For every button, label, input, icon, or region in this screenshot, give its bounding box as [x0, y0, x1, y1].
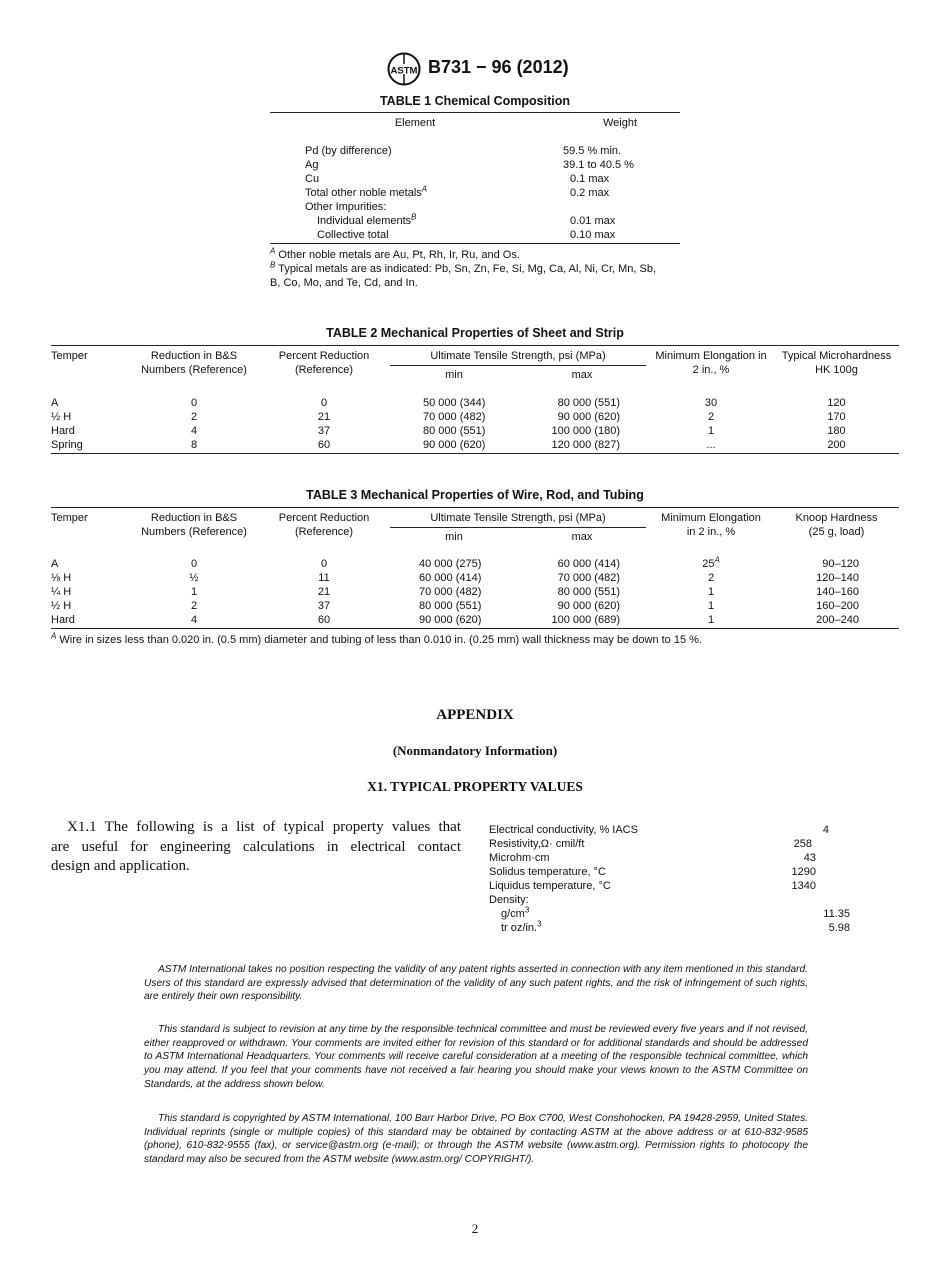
superscript: 3 — [524, 905, 530, 915]
property-value: 43 — [803, 852, 816, 864]
table3-bottom-rule — [51, 628, 899, 629]
table1-element: Other Impurities: — [305, 201, 387, 213]
table1-weight: 39.1 to 40.5 % — [563, 159, 634, 171]
table1-weight: 59.5 % min. — [563, 145, 622, 157]
table2-header-temper: Temper — [51, 350, 88, 362]
table2-header-reduction: Numbers (Reference) — [141, 364, 247, 376]
svg-text:ASTM: ASTM — [390, 65, 418, 77]
table3-header-elong: Minimum Elongation — [661, 512, 761, 524]
table3-cell-max: 60 000 (414) — [557, 558, 620, 570]
appendix-subtitle: (Nonmandatory Information) — [392, 743, 558, 758]
table3-header-hardness: Knoop Hardness — [795, 512, 878, 524]
table1-element: Pd (by difference) — [305, 145, 392, 157]
table2-cell-reduction: 2 — [190, 411, 198, 423]
table2-cell-max: 120 000 (827) — [551, 439, 620, 451]
table2-header-percent: Percent Reduction — [278, 350, 370, 362]
legal-notice-patent — [144, 963, 808, 1004]
table1-weight: 0.1 max — [570, 173, 610, 185]
table1-caption: TABLE 1 Chemical Composition — [379, 94, 571, 108]
table3-cell-hardness: 140–160 — [816, 586, 859, 598]
table2-header-hardness: Typical Microhardness — [781, 350, 892, 362]
table1-element: Collective total — [317, 229, 389, 241]
table2-header-reduction: Reduction in B&S — [150, 350, 238, 362]
table3-header-min: min — [445, 531, 463, 543]
table3-cell-hardness: 90–120 — [822, 558, 859, 570]
table3-cell-min: 70 000 (482) — [419, 586, 482, 598]
table2-header-hardness: HK 100g — [815, 364, 858, 376]
table3-cell-max: 80 000 (551) — [557, 586, 620, 598]
table2-cell-reduction: 4 — [190, 425, 198, 437]
table2-cell-elong: 2 — [707, 411, 715, 423]
table3-cell-max: 90 000 (620) — [557, 600, 620, 612]
property-value: 1290 — [791, 866, 816, 878]
property-value: 4 — [822, 824, 829, 836]
table3-cell-percent: 11 — [318, 572, 330, 584]
footnote-marker: A — [51, 631, 57, 641]
property-label: g/cm — [501, 908, 525, 920]
table2-cell-elong: ... — [706, 439, 716, 451]
table2-cell-hardness: 120 — [827, 397, 846, 409]
superscript: 3 — [537, 919, 542, 929]
property-label-wrap — [501, 921, 542, 935]
page-header — [0, 52, 950, 86]
appendix-paragraph — [51, 818, 461, 877]
table3-cell-elong: 1 — [707, 586, 715, 598]
property-value: 1340 — [791, 880, 816, 892]
table2-uts-rule — [390, 365, 646, 366]
table3-cell-max: 70 000 (482) — [557, 572, 620, 584]
table3-top-rule — [51, 507, 899, 508]
paragraph-line: X1.1 The following is a list of typical property values that — [67, 819, 461, 835]
footnote-text: Other noble metals are Au, Pt, Rh, Ir, Ru, and Os. — [278, 249, 520, 261]
table3-cell-temper: A — [51, 558, 59, 570]
table3-caption: TABLE 3 Mechanical Properties of Wire, Rod, and Tubing — [306, 488, 644, 502]
table3-cell-hardness: 120–140 — [816, 572, 859, 584]
table2-cell-hardness: 180 — [827, 425, 846, 437]
table1-weight: 0.10 max — [570, 229, 616, 241]
table3-header-temper: Temper — [51, 512, 88, 524]
footnote-marker: A — [714, 555, 720, 565]
table3-header-hardness: (25 g, load) — [808, 526, 865, 538]
table2-cell-max: 90 000 (620) — [557, 411, 620, 423]
table3-cell-temper: Hard — [51, 614, 75, 626]
table2-cell-percent: 60 — [317, 439, 331, 451]
table2-cell-max: 80 000 (551) — [557, 397, 620, 409]
table1-element-row — [317, 214, 417, 228]
table3-header-reduction: Numbers (Reference) — [141, 526, 247, 538]
footnote-marker: A — [270, 246, 276, 256]
footnote-text: Wire in sizes less than 0.020 in. (0.5 mm) diameter and tubing of less than 0.010 in. (0.25 mm) wall thickness may be down to 15 %. — [59, 634, 702, 646]
table3-cell-max: 100 000 (689) — [551, 614, 620, 626]
table2-top-rule — [51, 345, 899, 346]
table3-cell-temper: ⅛ H — [51, 572, 72, 584]
table2-bottom-rule — [51, 453, 899, 454]
table3-footnote — [51, 633, 899, 647]
legal-notice-revision — [144, 1023, 808, 1092]
property-label: Density: — [489, 894, 529, 906]
table3-cell-elong: 1 — [707, 600, 715, 612]
table1-header-weight: Weight — [602, 117, 638, 129]
table2-cell-reduction: 0 — [190, 397, 198, 409]
appendix-section-heading: X1. TYPICAL PROPERTY VALUES — [367, 779, 583, 794]
table2-cell-temper: ½ H — [51, 411, 72, 423]
table1-bottom-rule — [270, 243, 680, 244]
table3-cell-reduction: 1 — [190, 586, 198, 598]
table1-element: Ag — [305, 159, 319, 171]
table3-header-max: max — [571, 531, 593, 543]
table3-cell-min: 60 000 (414) — [419, 572, 482, 584]
table2-cell-percent: 21 — [317, 411, 331, 423]
property-value: 11.35 — [823, 908, 850, 920]
table1-weight: 0.01 max — [570, 215, 616, 227]
table3-header-elong: in 2 in., % — [686, 526, 736, 538]
footnote-marker: B — [411, 212, 417, 222]
table2-caption: TABLE 2 Mechanical Properties of Sheet and Strip — [326, 326, 624, 340]
table3-cell-hardness: 200–240 — [816, 614, 859, 626]
table2-cell-min: 70 000 (482) — [423, 411, 486, 423]
table2-cell-temper: Spring — [51, 439, 83, 451]
paragraph-line: are useful for engineering calculations in electrical contact — [51, 838, 461, 855]
legal-paragraph: This standard is copyrighted by ASTM International, 100 Barr Harbor Drive, PO Box C700, West Conshohocken, PA 19428-2959, United States. Individual reprints (single or multiple copies) of this standard may be obtained by contacting ASTM at the above address or at 610-832-9585 (phone), 610-832-9555 (fax), or service@astm.org (e-mail); or through the ASTM website (www.astm.org). Permission rights to photocopy the standard may also be secured from the ASTM website (www.astm.org/ COPYRIGHT/). — [144, 1113, 808, 1166]
property-label: Resistivity,Ω· cmil/ft — [489, 838, 585, 850]
table1-element: Individual elements — [317, 215, 412, 227]
table3-cell-percent: 60 — [317, 614, 331, 626]
table3-header-percent: (Reference) — [294, 526, 354, 538]
property-value: 5.98 — [828, 922, 850, 934]
property-label: tr oz/in. — [501, 922, 538, 934]
table3-cell-elong: 2 — [707, 572, 715, 584]
table2-cell-elong: 1 — [707, 425, 715, 437]
table2-header-min: min — [445, 369, 463, 381]
table1-footnote-a — [270, 248, 690, 262]
table3-cell-percent: 37 — [317, 600, 331, 612]
table2-header-elong: Minimum Elongation in — [655, 350, 767, 362]
table3-cell-elong: 25 — [702, 558, 715, 570]
table1-element-row — [305, 186, 427, 200]
table3-header-reduction: Reduction in B&S — [150, 512, 238, 524]
property-label: Liquidus temperature, °C — [489, 880, 611, 892]
legal-paragraph: ASTM International takes no position respecting the validity of any patent rights asserted in connection with any item mentioned in this standard. Users of this standard are expressly advised that determination of the validity of any such patent rights, and the risk of infringement of such rights, are entirely their own responsibility. — [144, 964, 808, 1003]
table1-element: Total other noble metals — [305, 187, 422, 199]
table2-cell-percent: 0 — [320, 397, 328, 409]
property-label: Solidus temperature, °C — [489, 866, 606, 878]
table3-cell-percent: 0 — [320, 558, 328, 570]
table2-cell-reduction: 8 — [190, 439, 198, 451]
astm-logo-icon — [385, 52, 423, 86]
table1-element: Cu — [305, 173, 320, 185]
property-label-wrap — [501, 907, 529, 921]
table1-header-element: Element — [394, 117, 436, 129]
table3-cell-reduction: 2 — [190, 600, 198, 612]
table3-cell-reduction: ½ — [189, 572, 199, 584]
legal-notice-copyright — [144, 1112, 808, 1167]
table2-cell-percent: 37 — [317, 425, 331, 437]
table1-footnote-b — [270, 262, 690, 276]
table2-header-percent: (Reference) — [294, 364, 354, 376]
footnote-marker: B — [270, 260, 276, 270]
table3-cell-reduction: 4 — [190, 614, 198, 626]
legal-paragraph: This standard is subject to revision at any time by the responsible technical committee and must be reviewed every five years and if not revised, either reapproved or withdrawn. Your comments are invited either for revision of this standard or for additional standards and should be addressed to ASTM International Headquarters. Your comments will receive careful consideration at a meeting of the responsible technical committee, which you may attend. If you feel that your comments have not received a fair hearing you should make your views known to the ASTM Committee on Standards, at the address shown below. — [144, 1024, 808, 1090]
table2-header-elong: 2 in., % — [692, 364, 730, 376]
appendix-title: APPENDIX — [436, 707, 514, 723]
property-label: Electrical conductivity, % IACS — [489, 824, 638, 836]
footnote-marker: A — [421, 184, 428, 194]
table3-cell-min: 90 000 (620) — [419, 614, 482, 626]
table1-weight: 0.2 max — [570, 187, 610, 199]
table3-uts-rule — [390, 527, 646, 528]
table2-cell-min: 80 000 (551) — [423, 425, 486, 437]
standard-designation: B731 − 96 (2012) — [428, 57, 569, 77]
table3-cell-percent: 21 — [317, 586, 331, 598]
table3-cell-reduction: 0 — [190, 558, 198, 570]
table3-cell-elong: 1 — [707, 614, 715, 626]
table2-cell-temper: Hard — [51, 425, 75, 437]
table2-header-max: max — [571, 369, 593, 381]
property-label: Microhm·cm — [489, 852, 550, 864]
table3-header-uts: Ultimate Tensile Strength, psi (MPa) — [430, 512, 606, 524]
table2-cell-min: 50 000 (344) — [423, 397, 486, 409]
table2-cell-temper: A — [51, 397, 59, 409]
table2-cell-min: 90 000 (620) — [423, 439, 486, 451]
table3-header-percent: Percent Reduction — [278, 512, 370, 524]
table3-cell-elong-wrap — [648, 557, 774, 571]
table2-header-uts: Ultimate Tensile Strength, psi (MPa) — [430, 350, 606, 362]
table2-cell-max: 100 000 (180) — [551, 425, 620, 437]
footnote-text: Typical metals are as indicated: Pb, Sn, Zn, Fe, Si, Mg, Ca, Al, Ni, Cr, Mn, Sb, — [278, 263, 657, 275]
table2-cell-elong: 30 — [704, 397, 718, 409]
table3-cell-hardness: 160–200 — [816, 600, 859, 612]
table3-cell-temper: ¼ H — [51, 586, 72, 598]
table1-top-rule — [270, 112, 680, 113]
property-value: 258 — [793, 838, 812, 850]
page-number: 2 — [471, 1221, 479, 1236]
paragraph-line: design and application. — [51, 858, 190, 874]
table3-cell-temper: ½ H — [51, 600, 72, 612]
table1-footnote-b-cont: B, Co, Mo, and Te, Cd, and In. — [270, 277, 418, 289]
table2-cell-hardness: 200 — [827, 439, 846, 451]
table2-cell-hardness: 170 — [827, 411, 846, 423]
table3-cell-min: 80 000 (551) — [419, 600, 482, 612]
table3-cell-min: 40 000 (275) — [419, 558, 482, 570]
